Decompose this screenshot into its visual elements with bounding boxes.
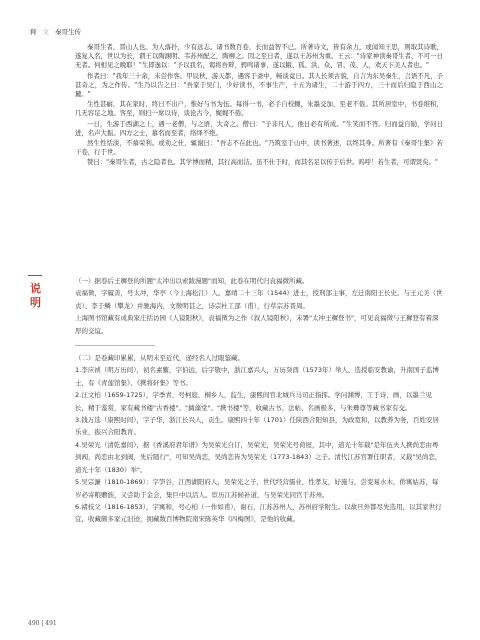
section-title-char: 明 bbox=[30, 296, 41, 309]
running-header bbox=[30, 27, 81, 36]
notes-item: 1.李应祯（明万历间），初名素鳖，字伯远，后字敬中，浙江嘉兴人，万历癸酉（1573年）举人，选授临安教谕，升南国子监博士，有《青莲馆集》、《携将轩集》等书。 bbox=[75, 366, 439, 387]
header-sep: 文 bbox=[42, 28, 49, 36]
body-paragraph: 然生性恬淡，不慕荣利。或劝之仕，辄谢曰："吾志不在此也。"乃筑室于山中，读书著述，以终其身。所著有《秦哥生集》若干卷，行于世。 bbox=[75, 139, 443, 157]
notes-item: 3.钱万选（康熙时间），字子华，浙江长兴人，贡生。康熙四十年（1701）任陕西合阳知县，为政宽和，以教养为务，百姓安居乐业，振兴合阳教育。 bbox=[75, 416, 439, 437]
notes-item: 5.吴宗濂（1810-1869）：字笋谷，江西湖阳府人，吴荣光之子，世代经营儒业，性孝友，好施与，尝变易水木，侨寓姑苏，每岁必寄粮赡族，又尝助于金会，集巨中以活人。宦历江苏候补道，与吴荣光同官于苏州。 bbox=[75, 478, 439, 499]
notes-item: 6.褚枝父（1816-1853），字寓和，号心柏（一作如甫），谢石，江苏苏州人，苏州府学附生。以故旦外都尽先选用，以其家世行宜，收藏颇多家元旧迹，拥藏数百博物院南宋陈英华《四梅图》，是他的收藏。 bbox=[75, 502, 442, 524]
divider bbox=[75, 345, 155, 346]
notes-item: 2.汪文柏（1659-1725），字季青，号柯庭，桐乡人，监生，康熙间官北城兵马司正指挥。学问渊博，工于诗，画，以墨兰见长，精于鉴赏，家有藏书楼"古香楼"、"摛藻堂"、"携书楼"等，收藏古书、法帖、名画极多，与朱彝尊等藏书家有交。 bbox=[75, 391, 432, 412]
section-title-char: 说 bbox=[30, 282, 41, 295]
notes-heading-1: （一）据卷后王穉登的所题"太冲出以索跋漫题"而知，此卷在明代归袁福微所藏。 bbox=[75, 277, 309, 285]
page-number: 490 | 491 bbox=[28, 620, 57, 627]
body-paragraph: 作者曰："我年三十余，未尝作客。甲辰秋，游天都，遇客于斋中，畅谈竟日。其人长须古貌，自言为东吴秦生，言语不凡，予甚奇之，为之作传。"生乃以告之曰："吾家于吴门，少好读书，不事生产，十五为诸生，二十游于四方，三十而后归隐于西山之麓。" bbox=[75, 71, 443, 99]
notes-paragraph: 上海图书馆藏有成典家庄括访园《人镜阳秋》，袁福徵为之作《叙人镜阳秋》，末署"太冲王穉登书"，可见袁福徵与王穉登有着深厚的交谊。 bbox=[75, 314, 439, 335]
header-series: 释 bbox=[30, 28, 37, 36]
section-title bbox=[30, 282, 41, 310]
body-paragraph: 赞曰："秦哥生者，古之隐者也。其学博而精，其行高而洁。虽不仕于时，而其名足以传于后世。呜呼！若生者，可谓贤矣。" bbox=[87, 158, 438, 167]
notes-heading-2: （二）是卷藏印累累，从明末至近代，递经名人过眼鉴藏。 bbox=[75, 354, 244, 363]
main-text bbox=[75, 43, 443, 169]
header-title: 秦哥生传 bbox=[55, 28, 81, 36]
body-paragraph: 生性甚癖，其在家时，终日不出户，惟好与书为伍。每得一书，必手自校雠，朱墨交加，至老不倦。其所居室中，书卷堆积，几无容足之地。客至，则扫一席以待，谈论古今，娓娓不倦。 bbox=[75, 100, 443, 118]
notes-paragraph: 袁福徵，字履善，号太冲，华亭（今上海松江）人。嘉靖二十三年（1544）进士，授刑部主事，左迁南阳王长史。与王元美（世贞）、李于鳞（攀龙）并驰海内，文徵明甚之，诗宗杜工部（甫），行草宗苏晋周。 bbox=[75, 289, 443, 310]
side-rule bbox=[28, 275, 42, 276]
body-paragraph: 秦哥生者，晋山人也。为人落扑，少有远志。诸书数百卷，长而益智不已。所著诗文，皆有余力，或闻知王思，则取其诗歌，遂复入名，世以为长，谓王以陶渊明、韦苏州配之，陶柳之。因之至日者，遂以王苏州为重。王云："诗家神读秦哥生者，不可一日无者。何相见之晚耶！"生即逸以："予以我名，谒将吾辩，骋鸣诸事，遂以蛾、孤、洪、众、冒、茂、人，欢天下美人者也。" bbox=[75, 43, 443, 70]
notes-item: 4.吴荣光（清乾嘉间），据《香溪府君年谱》为吴荣光自订，吴荣光，吴荣光号荷屋，其中，道光十年载"是年伍夫人携尚恋由粤到阀，尚恋由北到阀，先后随行"，可知吴尚恋，吴尚恋皆为吴荣光（1773-1843）之子。清代江苏官署任职者，又载"吴尚恋，道光十年（1830）举"。 bbox=[75, 440, 442, 474]
body-paragraph: 一日，生游于西湖之上，遇一老僧，与之语，大奇之。僧曰："子非凡人，他日必有所成。"生笑而不答。归而益自励，学问日进，名声大振。四方之士，慕名而至者，络绎不绝。 bbox=[75, 119, 443, 137]
notes-section bbox=[75, 275, 443, 526]
